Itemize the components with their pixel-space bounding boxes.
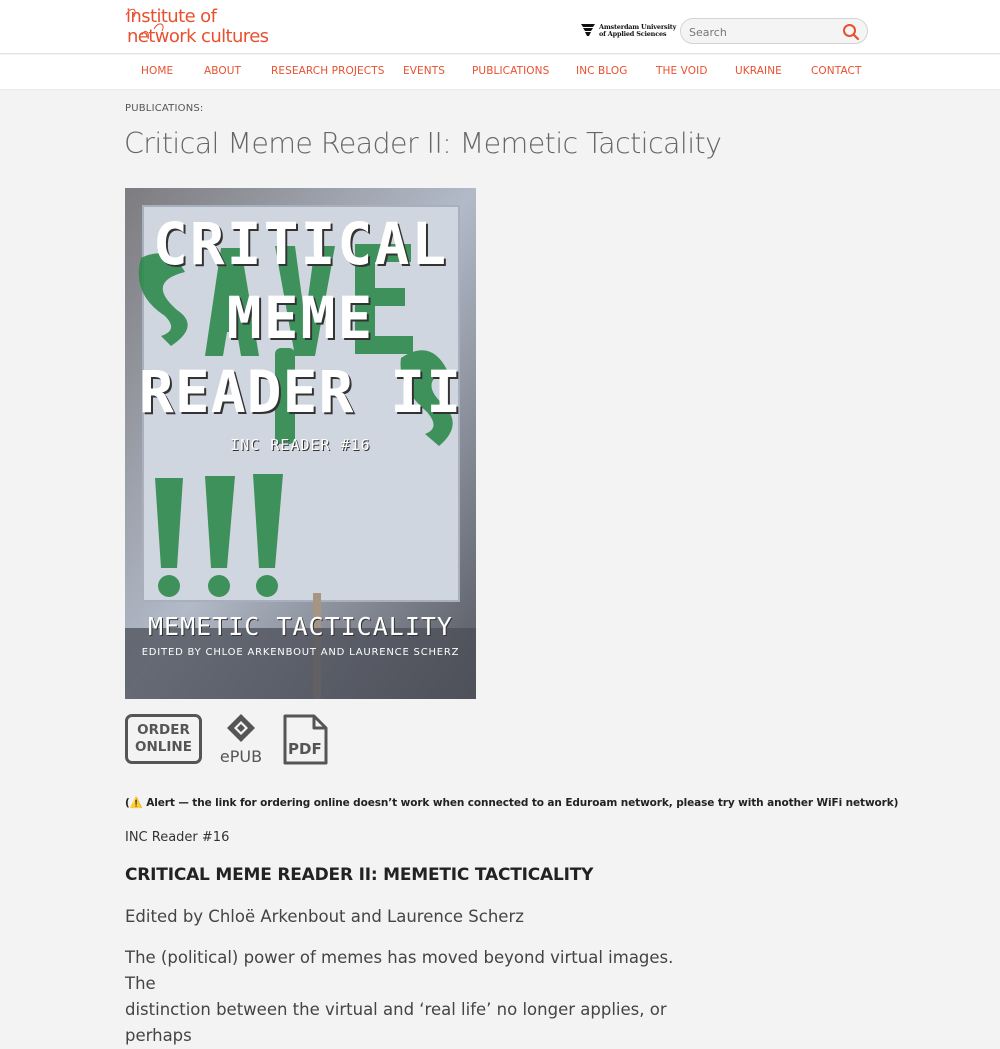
university-emblem-icon — [580, 22, 596, 38]
cover-editors: EDITED BY CHLOE ARKENBOUT AND LAURENCE SCHERZ — [141, 647, 460, 658]
logo-text-line1: institute of — [126, 6, 217, 27]
reader-number: INC Reader #16 — [125, 830, 230, 845]
university-logo[interactable] — [580, 20, 675, 42]
pdf-download-link[interactable] — [283, 714, 328, 765]
nav-item-inc-blog[interactable]: INC BLOG — [576, 65, 628, 77]
page-title: Critical Meme Reader II: Memetic Tacticality — [124, 127, 722, 160]
nav-item-publications[interactable]: PUBLICATIONS — [472, 65, 550, 77]
breadcrumb: PUBLICATIONS: — [125, 103, 204, 114]
order-label-line1: ORDER — [137, 722, 190, 738]
search-input[interactable] — [689, 23, 839, 41]
book-cover-image — [125, 188, 476, 699]
description-line2: distinction between the virtual and ‘real life’ no longer applies, or perhaps — [125, 1000, 667, 1045]
ordering-alert-text: (⚠️ Alert — the link for ordering online doesn’t work when connected to an Eduroam network, please try with another WiFi network) — [125, 797, 899, 809]
search-icon[interactable] — [842, 23, 860, 41]
nav-item-about[interactable]: ABOUT — [204, 65, 242, 77]
nav-item-events[interactable]: EVENTS — [403, 65, 445, 77]
logo-text-line2: network cultures — [127, 26, 269, 47]
publication-heading: CRITICAL MEME READER II: MEMETIC TACTICALITY — [125, 865, 594, 885]
cover-series-label: INC READER #16 — [230, 436, 371, 454]
search-box — [680, 18, 868, 44]
main-navigation — [0, 55, 1000, 90]
cover-title-line2: MEME — [226, 284, 375, 352]
order-label-line2: ONLINE — [135, 739, 192, 755]
description-line1: The (political) power of memes has moved beyond virtual images. The — [125, 948, 674, 993]
editors-line: Edited by Chloë Arkenbout and Laurence Scherz — [125, 907, 524, 926]
epub-icon — [217, 712, 265, 748]
cover-subtitle: MEMETIC TACTICALITY — [148, 612, 453, 641]
epub-label: ePUB — [219, 747, 263, 766]
order-online-button[interactable] — [125, 714, 202, 764]
description-paragraph — [125, 945, 695, 1049]
epub-download-link[interactable] — [217, 712, 265, 766]
cover-title-line1: CRITICAL — [152, 210, 449, 278]
university-name-line2: of Applied Sciences — [599, 30, 667, 38]
nav-item-home[interactable]: HOME — [141, 65, 174, 77]
nav-item-ukraine[interactable]: UKRAINE — [735, 65, 782, 77]
cover-title-line3: READER II — [138, 358, 463, 426]
site-logo[interactable] — [124, 5, 274, 49]
nav-item-contact[interactable]: CONTACT — [811, 65, 862, 77]
university-name-line1: Amsterdam University — [599, 23, 677, 31]
site-header — [0, 0, 1000, 54]
nav-item-the-void[interactable]: THE VOID — [656, 65, 708, 77]
pdf-label: PDF — [288, 740, 322, 758]
nav-item-research-projects[interactable]: RESEARCH PROJECTS — [271, 65, 385, 77]
